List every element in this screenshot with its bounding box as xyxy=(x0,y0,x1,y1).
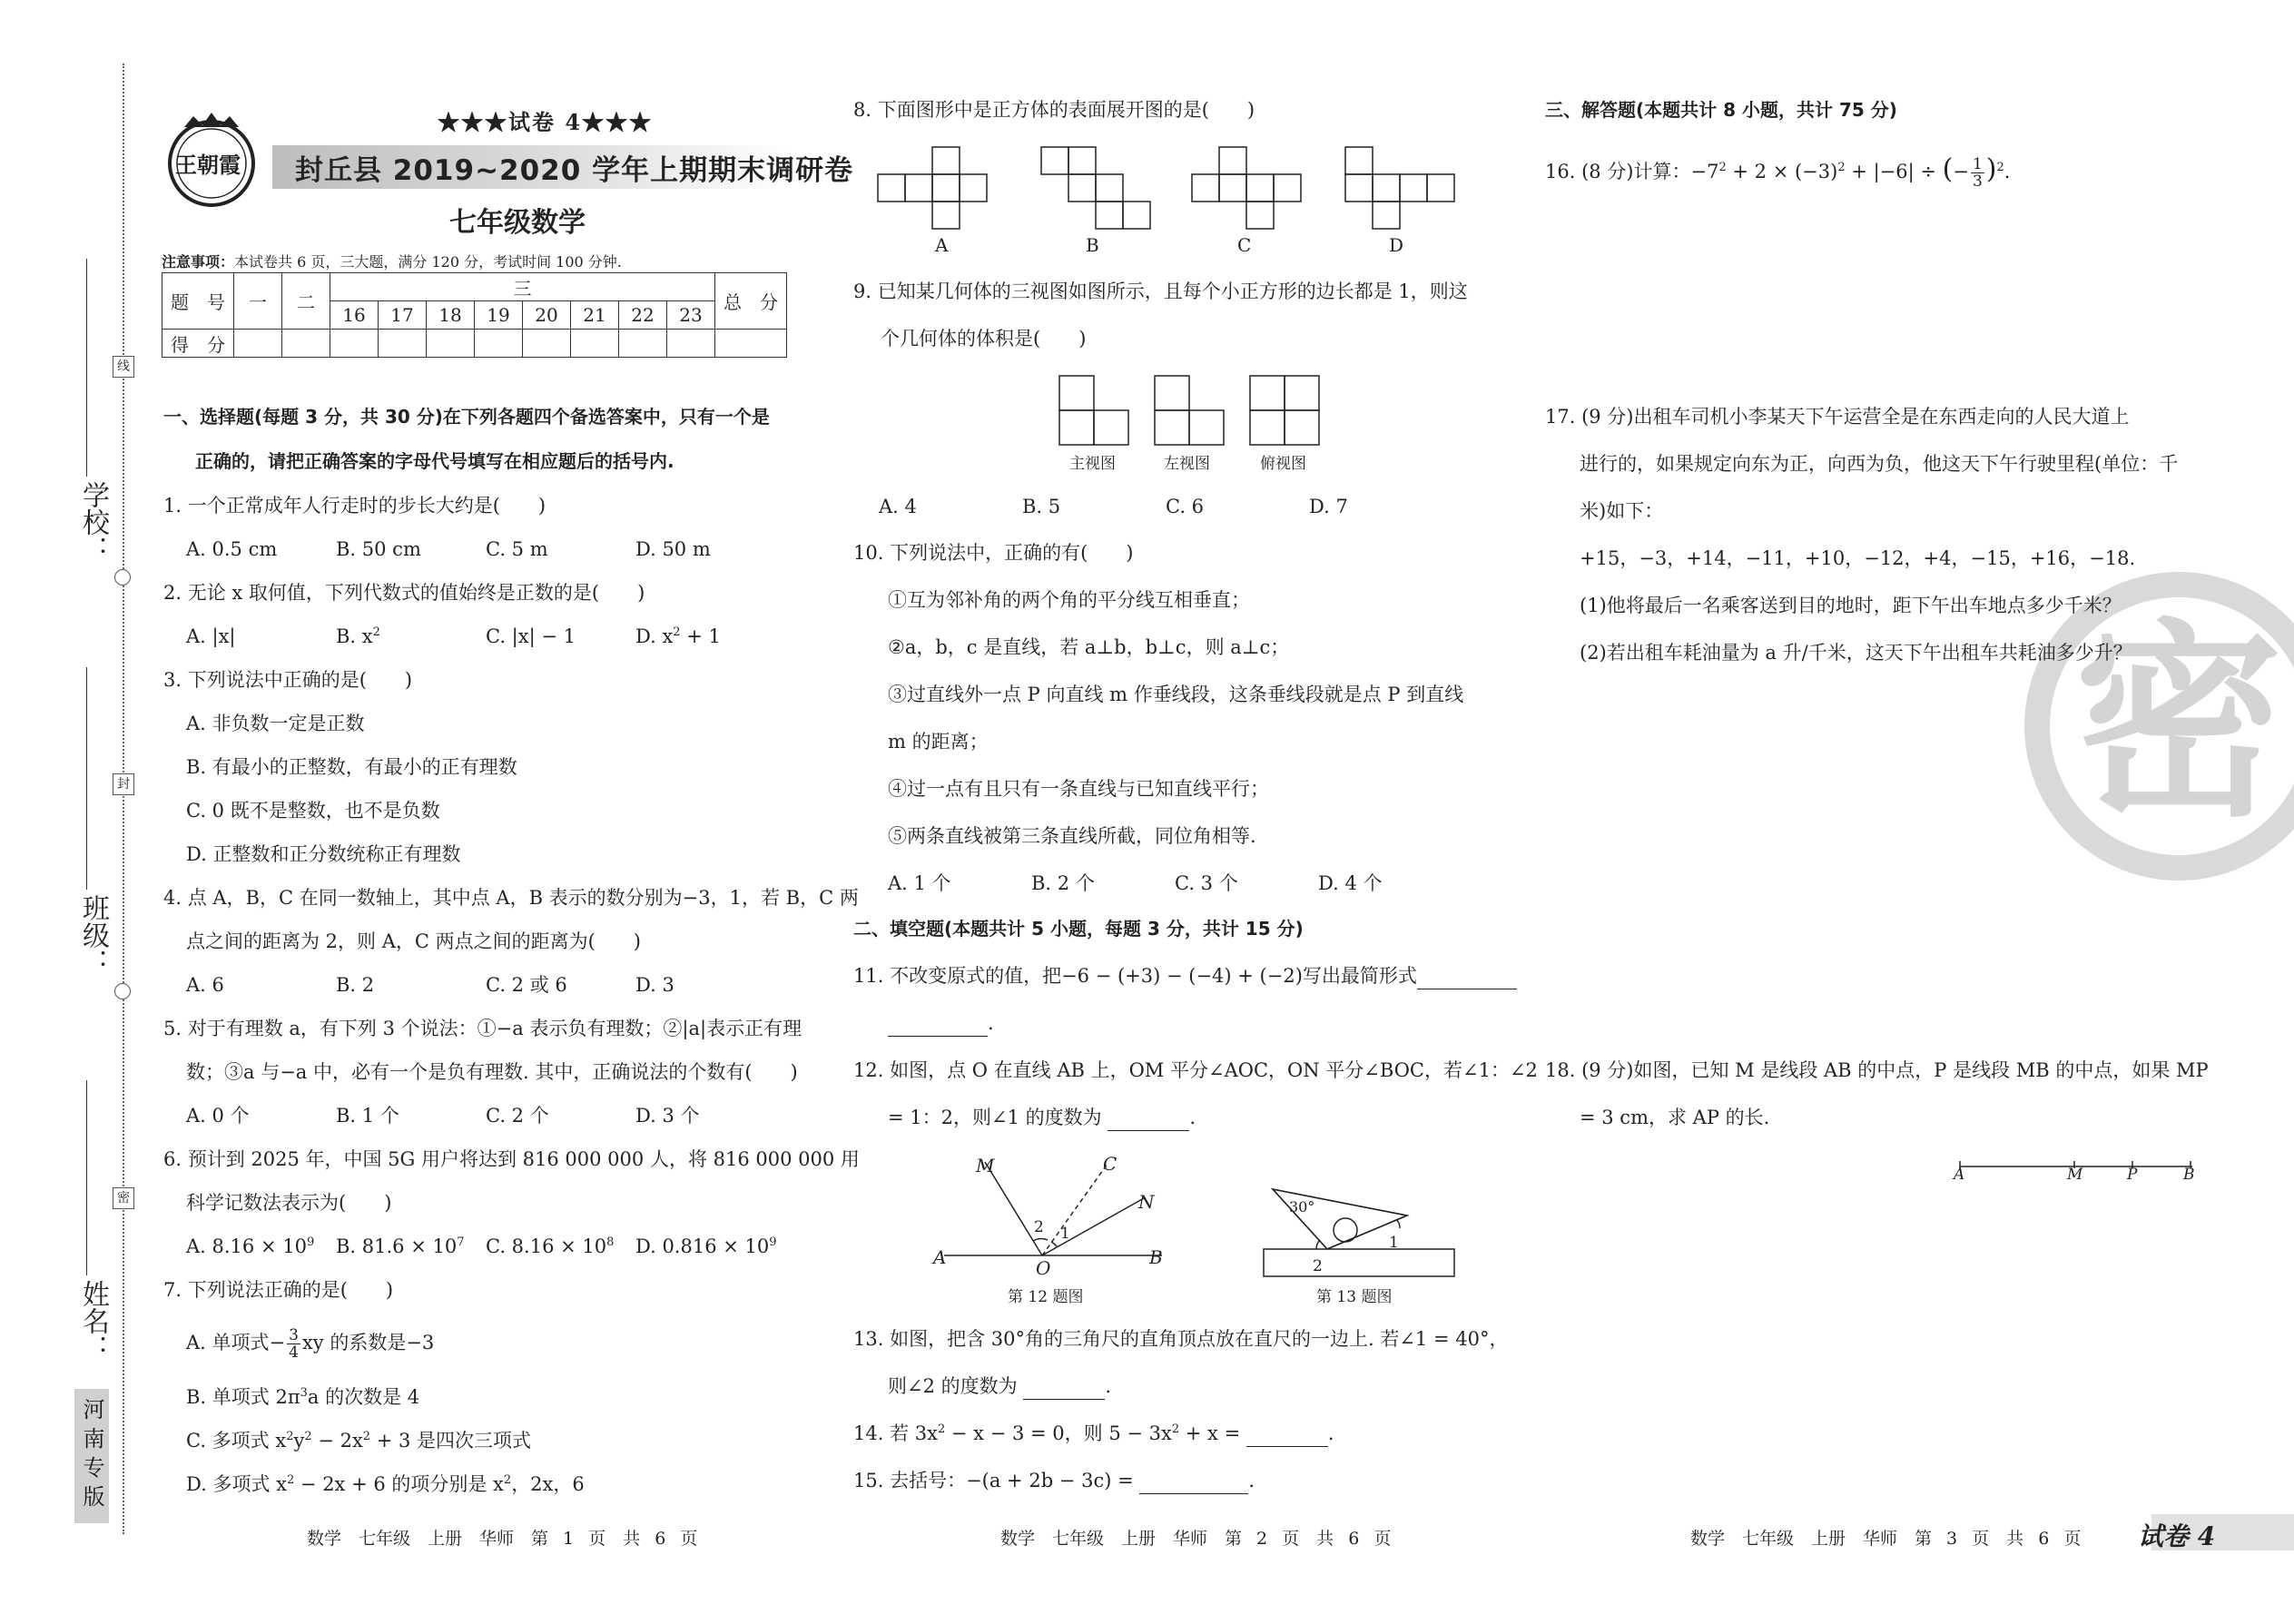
q6-stem: 6. 预计到 2025 年，中国 5G 用户将达到 816 000 000 人，将 816 000 000 用 xyxy=(163,1148,860,1170)
col-total: 总 分 xyxy=(715,273,787,330)
name-blank[interactable] xyxy=(86,1080,87,1275)
q8-nets-figure xyxy=(876,145,1530,236)
q10-option-d[interactable]: D. 4 个 xyxy=(1318,872,1383,894)
q11-answer-blank-cont[interactable] xyxy=(888,1018,988,1037)
fig12-point-b: B xyxy=(1149,1246,1163,1268)
section1-title: 一、选择题(每题 3 分，共 30 分)在下列各题四个备选答案中，只有一个是 xyxy=(163,406,770,428)
q4-stem-cont: 点之间的距离为 2，则 A，C 两点之间的距离为( ) xyxy=(186,930,642,952)
class-blank[interactable] xyxy=(86,667,87,890)
q9-three-views xyxy=(1058,374,1330,447)
q17-stem-l3: 米)如下： xyxy=(1580,500,1664,522)
q15-answer-blank[interactable] xyxy=(1139,1475,1248,1494)
q10-option-a[interactable]: A. 1 个 xyxy=(888,872,951,894)
section2-title: 二、填空题(本题共计 5 小题，每题 3 分，共计 15 分) xyxy=(853,918,1304,940)
q4-options xyxy=(186,971,674,999)
col-section3: 三 xyxy=(330,273,715,301)
q6-option-b[interactable]: B. $81.6 \times 10^7$ xyxy=(336,1235,465,1257)
score-table xyxy=(162,272,787,358)
q12-stem: 12. 如图，点 O 在直线 AB 上，OM 平分∠AOC，ON 平分∠BOC，若∠1：∠2 xyxy=(853,1059,1538,1081)
q13-stem-cont: 则∠2 的度数为 . xyxy=(888,1373,1111,1400)
province-tag: 河南专版 xyxy=(74,1389,109,1523)
col-q19: 19 xyxy=(475,301,523,330)
q13-answer-blank[interactable] xyxy=(1023,1381,1105,1400)
footer-paper-tag: 试卷 4 xyxy=(2138,1521,2216,1551)
section3-title: 三、解答题(本题共计 8 小题，共计 75 分) xyxy=(1545,99,1897,121)
q12-answer-blank[interactable] xyxy=(1108,1112,1189,1131)
q17-stem: 17. (9 分)出租车司机小李某天下午运营全是在东西走向的人民大道上 xyxy=(1545,406,2130,428)
q3-option-b[interactable]: B. 有最小的正整数，有最小的正有理数 xyxy=(186,756,517,778)
seal-mark-feng: 封 xyxy=(113,773,134,795)
q1-stem: 1. 一个正常成年人行走时的步长大约是( ) xyxy=(163,495,546,517)
q10-statement-3: ③过直线外一点 P 向直线 m 作垂线段，这条垂线段就是点 P 到直线 xyxy=(888,684,1464,705)
q9-options xyxy=(879,493,1348,520)
q18-point-b: B xyxy=(2183,1166,2195,1184)
q5-option-a[interactable]: A. 0 个 xyxy=(186,1105,250,1127)
score-cell[interactable] xyxy=(282,330,330,358)
q10-option-c[interactable]: C. 3 个 xyxy=(1175,872,1238,894)
q9-side-view-label: 左视图 xyxy=(1164,455,1210,473)
notice xyxy=(162,251,622,271)
class-label: 班级： xyxy=(77,894,109,976)
q5-stem-cont: 数；③a 与−a 中，必有一个是负有理数. 其中，正确说法的个数有( ) xyxy=(186,1061,798,1083)
row-label-question: 题 号 xyxy=(162,273,234,330)
q3-option-d[interactable]: D. 正整数和正分数统称正有理数 xyxy=(186,843,461,865)
score-cell[interactable] xyxy=(330,330,379,358)
q17-part2: (2)若出租车耗油量为 a 升/千米，这天下午出租车共耗油多少升？ xyxy=(1580,642,2132,664)
q18-point-p: P xyxy=(2127,1166,2138,1184)
fig13-angle-1: 1 xyxy=(1389,1234,1399,1252)
q1-option-a[interactable]: A. 0.5 cm xyxy=(186,538,278,560)
q9-option-b[interactable]: B. 5 xyxy=(1022,496,1061,517)
q4-option-d[interactable]: D. 3 xyxy=(635,974,674,996)
q7-option-d[interactable]: D. 多项式 $x^2 - 2x + 6$ 的项分别是 $x^2$，2x，6 xyxy=(186,1473,585,1495)
col-section2: 二 xyxy=(282,273,330,330)
score-cell[interactable] xyxy=(571,330,619,358)
seal-mark-xian: 线 xyxy=(113,356,134,378)
q10-stem: 10. 下列说法中，正确的有( ) xyxy=(853,542,1134,564)
fig12-point-o: O xyxy=(1036,1257,1051,1279)
q6-option-d[interactable]: D. $0.816 \times 10^9$ xyxy=(635,1235,777,1257)
q8-option-c[interactable]: C xyxy=(1237,234,1252,256)
exam-subtitle: 七年级数学 xyxy=(449,207,586,239)
q3-stem: 3. 下列说法中正确的是( ) xyxy=(163,669,413,691)
q3-option-a[interactable]: A. 非负数一定是正数 xyxy=(186,713,365,734)
col-q17: 17 xyxy=(379,301,427,330)
q7-option-a[interactable]: A. 单项式− $\frac{3}{4}$ xy 的系数是−3 xyxy=(186,1326,435,1362)
seal-mark-mi: 密 xyxy=(113,1187,134,1209)
q4-option-b[interactable]: B. 2 xyxy=(336,974,375,996)
fig12-angle-1: 1 xyxy=(1060,1225,1070,1243)
q18-point-a: A xyxy=(1954,1166,1965,1184)
q7-option-c[interactable]: C. 多项式 $x^2y^2 - 2x^2 + 3$ 是四次三项式 xyxy=(186,1430,532,1452)
q2-option-c[interactable]: C. |x| − 1 xyxy=(486,625,576,647)
q2-option-b[interactable]: B. $x^2$ xyxy=(336,625,380,647)
q10-option-b[interactable]: B. 2 个 xyxy=(1031,872,1095,894)
q7-option-b[interactable]: B. 单项式 $2\pi^3a$ 的次数是 4 xyxy=(186,1386,420,1408)
notice-label: 注意事项： xyxy=(162,253,235,271)
fig12-point-m: M xyxy=(976,1155,995,1176)
notice-text: 本试卷共 6 页，三大题，满分 120 分，考试时间 100 分钟. xyxy=(234,253,622,271)
school-blank[interactable] xyxy=(86,259,87,477)
fig12-caption: 第 12 题图 xyxy=(1008,1288,1084,1306)
seal-dot xyxy=(114,983,131,999)
q13-stem: 13. 如图，把含 30°角的三角尺的直角顶点放在直尺的一边上. 若∠1 = 40°， xyxy=(853,1328,1509,1350)
score-cell[interactable] xyxy=(234,330,282,358)
q10-statement-1: ①互为邻补角的两个角的平分线互相垂直； xyxy=(888,589,1250,611)
q12-stem-cont: = 1：2，则∠1 的度数为 . xyxy=(888,1104,1196,1131)
fig13-caption: 第 13 题图 xyxy=(1316,1288,1393,1306)
q18-stem-cont: = 3 cm，求 AP 的长. xyxy=(1580,1107,1770,1128)
col-q23: 23 xyxy=(667,301,715,330)
fig12-angle-diagram xyxy=(935,1153,1171,1280)
q1-option-d[interactable]: D. 50 m xyxy=(635,538,711,560)
q9-option-c[interactable]: C. 6 xyxy=(1166,496,1205,517)
q9-stem-cont: 个几何体的体积是( ) xyxy=(881,328,1087,349)
score-cell[interactable] xyxy=(619,330,667,358)
col-q21: 21 xyxy=(571,301,619,330)
q5-stem: 5. 对于有理数 a，有下列 3 个说法：①−a 表示负有理数；②|a|表示正有理 xyxy=(163,1018,802,1039)
col-q16: 16 xyxy=(330,301,379,330)
q8-option-d[interactable]: D xyxy=(1389,234,1404,256)
q8-option-a[interactable]: A xyxy=(935,234,949,256)
exam-title: 封丘县 2019~2020 学年上期期末调研卷 xyxy=(295,154,854,187)
q10-statement-3-cont: m 的距离； xyxy=(888,731,989,753)
q4-option-c[interactable]: C. 2 或 6 xyxy=(486,974,567,996)
col-q18: 18 xyxy=(427,301,475,330)
q1-option-b[interactable]: B. 50 cm xyxy=(336,538,421,560)
score-cell[interactable] xyxy=(667,330,715,358)
score-cell[interactable] xyxy=(379,330,427,358)
q1-options xyxy=(186,536,711,563)
q18-stem: 18. (9 分)如图，已知 M 是线段 AB 的中点，P 是线段 MB 的中点，如果 MP xyxy=(1545,1059,2209,1081)
footer-page1: 数学 七年级 上册 华师 第 1 页 共 6 页 xyxy=(307,1529,698,1549)
score-cell[interactable] xyxy=(427,330,475,358)
q5-option-d[interactable]: D. 3 个 xyxy=(635,1105,700,1127)
footer-page3: 数学 七年级 上册 华师 第 3 页 共 6 页 xyxy=(1690,1529,2082,1549)
q8-option-b[interactable]: B xyxy=(1086,234,1099,256)
q17-mileage-data: +15，−3，+14，−11，+10，−12，+4，−15，+16，−18. xyxy=(1580,547,2136,569)
binding-dotted-line xyxy=(123,64,124,1534)
confidential-watermark: 密 xyxy=(2024,572,2294,881)
q10-options xyxy=(888,870,1382,897)
q16-stem: 16. (8 分)计算：$-7^2 + 2 \times (-3)^2 + |-6|$ ÷ (− $\frac{1}{3}$ )$^2$. xyxy=(1545,153,2011,191)
q6-option-c[interactable]: C. $8.16 \times 10^8$ xyxy=(486,1235,615,1257)
name-label: 姓名： xyxy=(77,1280,109,1362)
q15-stem: 15. 去括号：−(a + 2b − 3c) = . xyxy=(853,1467,1255,1494)
footer-page2: 数学 七年级 上册 华师 第 2 页 共 6 页 xyxy=(1000,1529,1392,1549)
section1-title-cont: 正确的，请把正确答案的字母代号填写在相应题后的括号内. xyxy=(195,450,674,472)
fig12-angle-2: 2 xyxy=(1034,1218,1044,1236)
q2-stem: 2. 无论 x 取何值，下列代数式的值始终是正数的是( ) xyxy=(163,582,645,604)
q9-option-d[interactable]: D. 7 xyxy=(1309,496,1348,517)
q11-answer-blank[interactable] xyxy=(1417,970,1517,989)
score-cell[interactable] xyxy=(523,330,571,358)
q2-options xyxy=(186,623,721,650)
q5-options xyxy=(186,1102,699,1129)
logo-text: 王朝霞 xyxy=(175,152,241,178)
fig12-point-n: N xyxy=(1138,1191,1155,1213)
score-cell[interactable] xyxy=(475,330,523,358)
q1-option-c[interactable]: C. 5 m xyxy=(486,538,548,560)
q3-option-c[interactable]: C. 0 既不是整数，也不是负数 xyxy=(186,800,440,822)
q11-stem: 11. 不改变原式的值，把−6 − (+3) − (−4) + (−2)写出最简形式 xyxy=(853,962,1517,989)
col-section1: 一 xyxy=(234,273,282,330)
q8-stem: 8. 下面图形中是正方体的表面展开图的是( ) xyxy=(853,99,1255,121)
q10-statement-5: ⑤两条直线被第三条直线所截，同位角相等. xyxy=(888,825,1256,847)
q17-part1: (1)他将最后一名乘客送到目的地时，距下午出车地点多少千米？ xyxy=(1580,595,2122,616)
q14-stem: 14. 若 $3x^2 - x - 3 = 0$，则 $5 - 3x^2 + x$ = . xyxy=(853,1420,1334,1447)
q9-front-view-label: 主视图 xyxy=(1069,455,1116,473)
col-q20: 20 xyxy=(523,301,571,330)
q5-option-c[interactable]: C. 2 个 xyxy=(486,1105,549,1127)
col-q22: 22 xyxy=(619,301,667,330)
fig13-angle-30: 30° xyxy=(1289,1198,1315,1216)
q6-option-a[interactable]: A. $8.16 \times 10^9$ xyxy=(186,1235,315,1257)
paper-number: ★★★试卷 4★★★ xyxy=(438,109,654,135)
q11-stem-cont: . xyxy=(888,1009,994,1037)
q2-option-a[interactable]: A. |x| xyxy=(186,625,236,647)
seal-dot xyxy=(114,569,131,586)
q9-stem: 9. 已知某几何体的三视图如图所示，且每个小正方形的边长都是 1，则这 xyxy=(853,281,1468,302)
school-label: 学校： xyxy=(77,481,109,563)
q4-stem: 4. 点 A，B，C 在同一数轴上，其中点 A，B 表示的数分别为−3，1，若 B，C 两 xyxy=(163,887,859,909)
row-label-score: 得 分 xyxy=(162,330,234,358)
q6-stem-cont: 科学记数法表示为( ) xyxy=(186,1192,392,1214)
fig12-point-a: A xyxy=(933,1246,947,1268)
fig12-point-c: C xyxy=(1103,1153,1117,1175)
q9-option-a[interactable]: A. 4 xyxy=(879,496,917,517)
q6-options xyxy=(186,1233,777,1260)
fig13-angle-2: 2 xyxy=(1313,1257,1323,1275)
q7-stem: 7. 下列说法正确的是( ) xyxy=(163,1279,394,1301)
q18-point-m: M xyxy=(2067,1166,2083,1184)
q9-top-view-label: 俯视图 xyxy=(1260,455,1306,473)
q10-statement-2: ②a，b，c 是直线，若 a⊥b，b⊥c，则 a⊥c； xyxy=(888,636,1290,658)
q17-stem-l2: 进行的，如果规定向东为正，向西为负，他这天下午行驶里程(单位：千 xyxy=(1580,453,2179,475)
score-cell[interactable] xyxy=(715,330,787,358)
q4-option-a[interactable]: A. 6 xyxy=(186,974,224,996)
q2-option-d[interactable]: D. $x^2 + 1$ xyxy=(635,625,721,647)
q10-statement-4: ④过一点有且只有一条直线与已知直线平行； xyxy=(888,778,1269,800)
q5-option-b[interactable]: B. 1 个 xyxy=(336,1105,399,1127)
q14-answer-blank[interactable] xyxy=(1246,1428,1328,1447)
